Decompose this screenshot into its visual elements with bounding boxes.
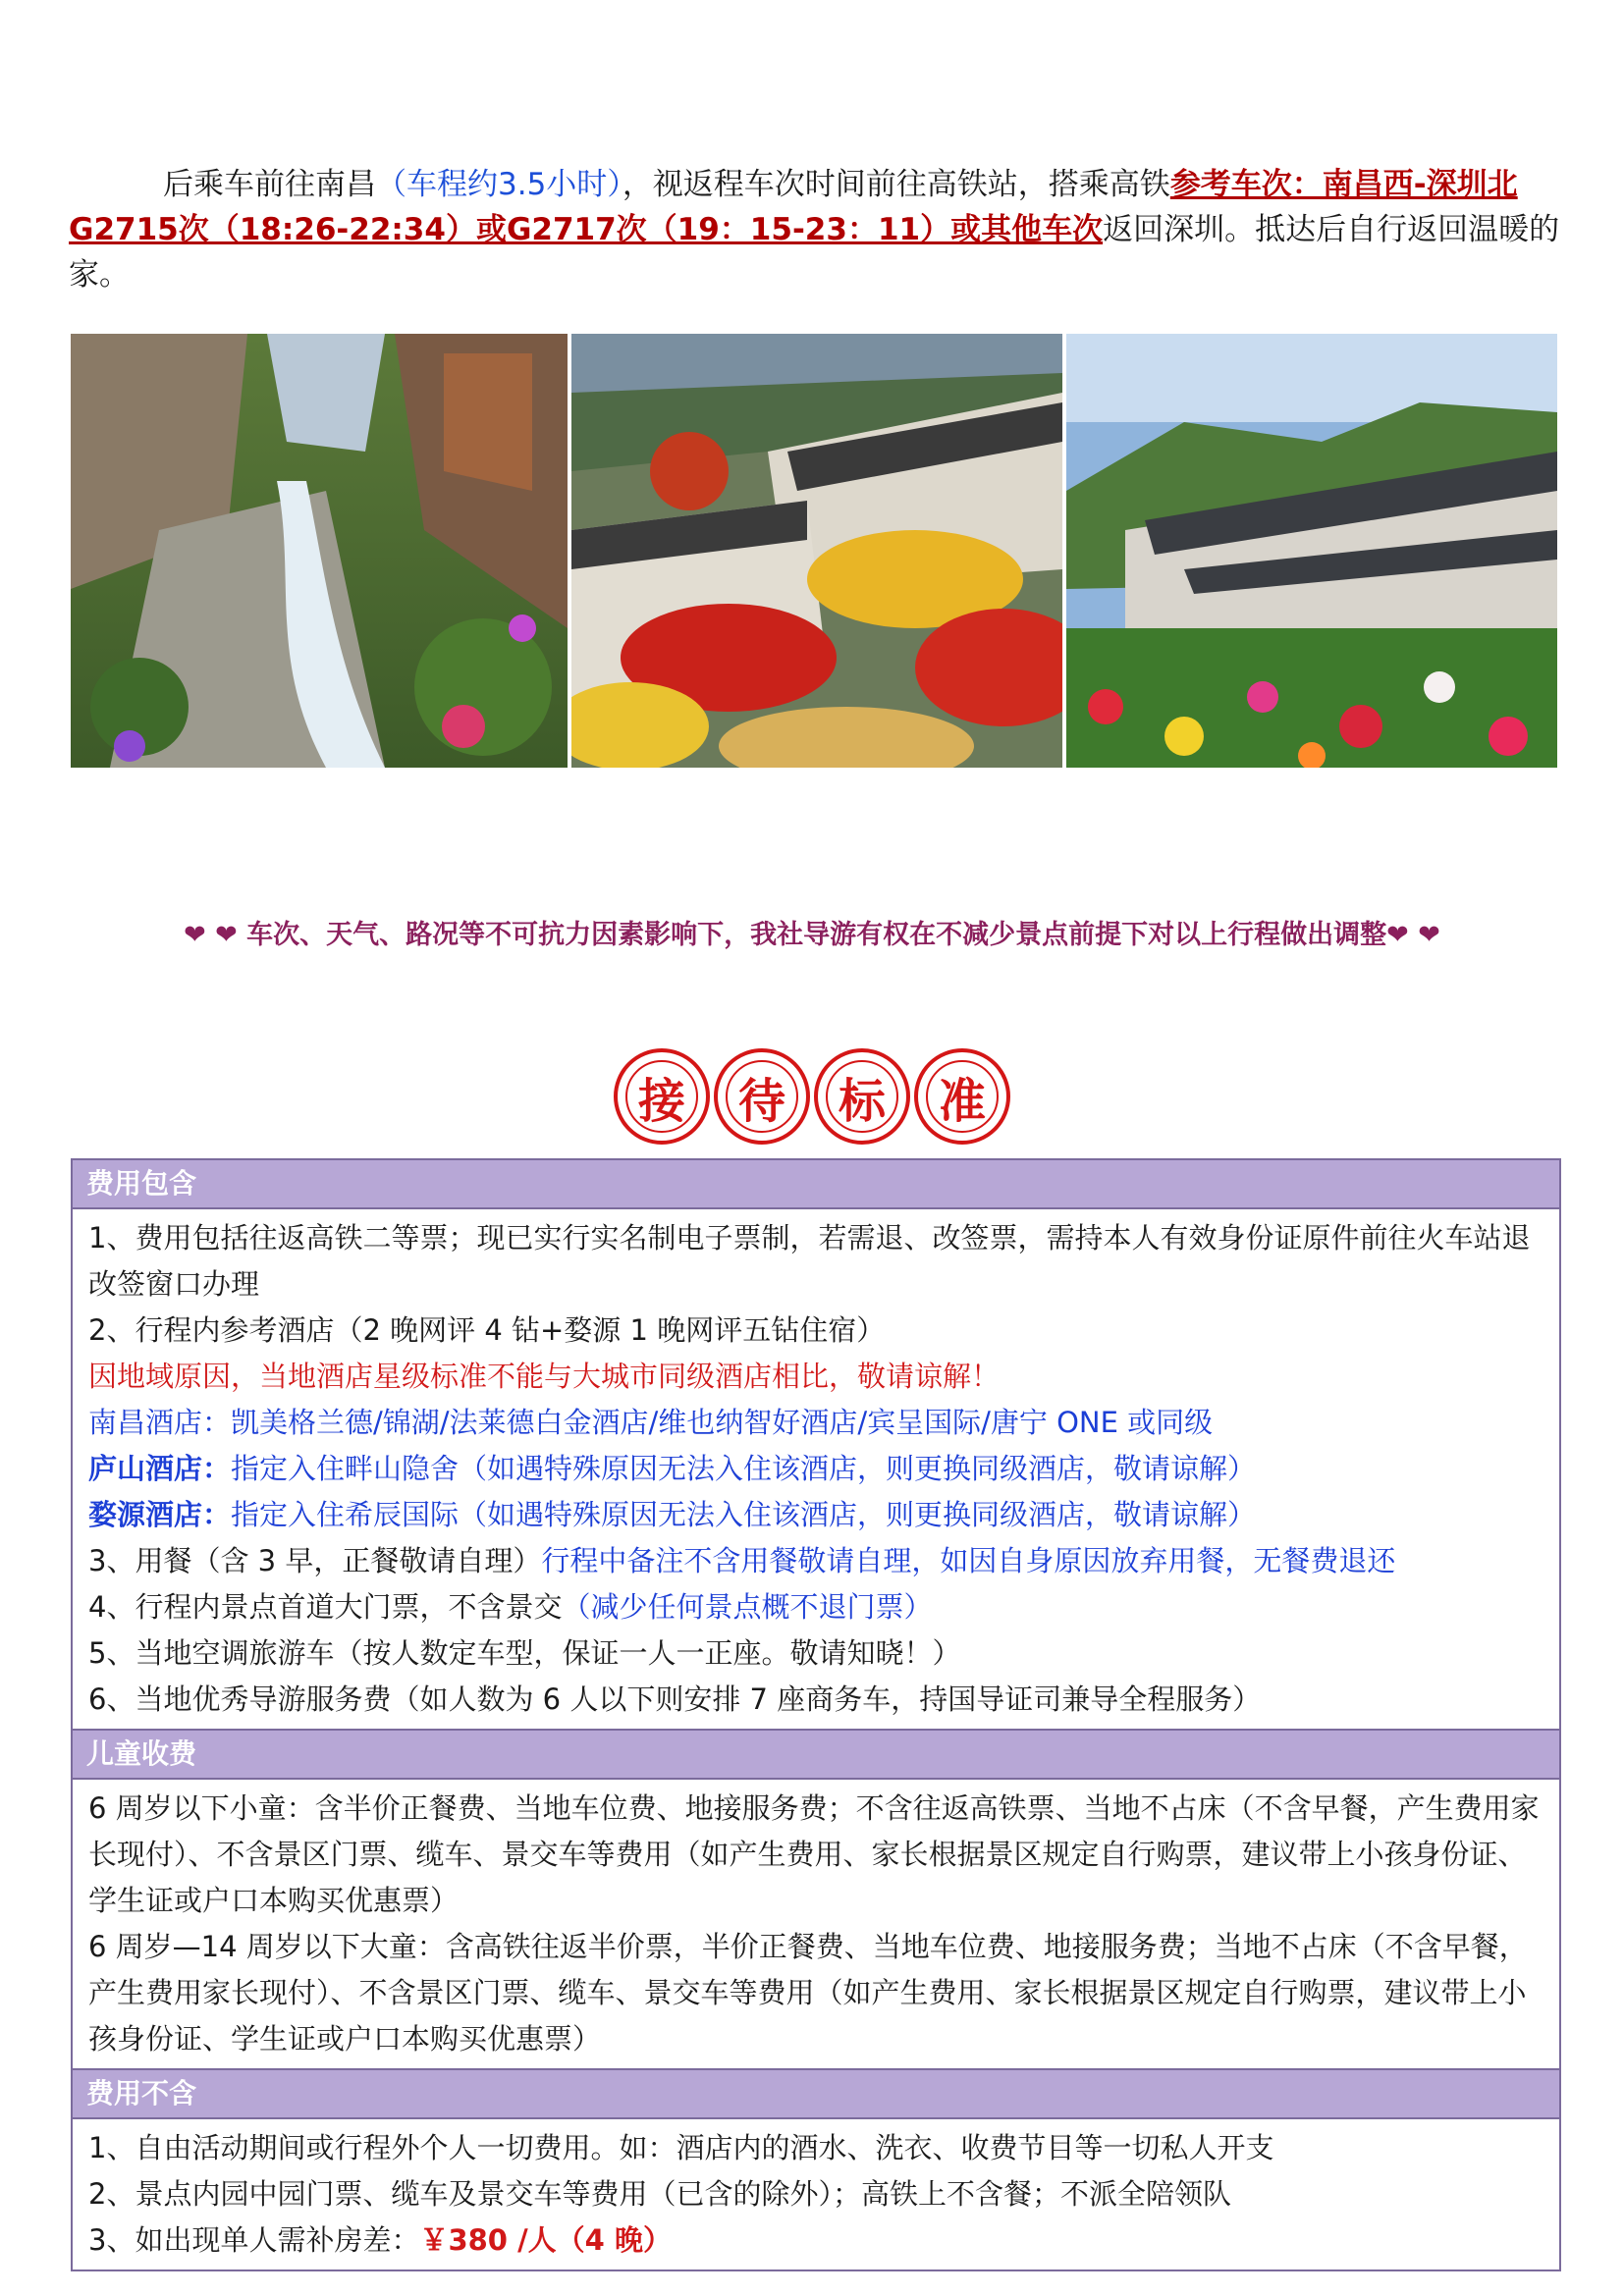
- adjustment-notice: ❤ ❤ 车次、天气、路况等不可抗力因素影响下，我社导游有权在不减少景点前提下对以上行程做出调整❤ ❤: [184, 920, 1440, 950]
- include-line-wuyuan-hotel: 婺源酒店：指定入住希辰国际（如遇特殊原因无法入住该酒店，则更换同级酒店，敬请谅解）: [88, 1498, 1257, 1531]
- exclude-line-single-supplement: 3、如出现单人需补房差：￥380 /人（4 晚）: [88, 2223, 672, 2257]
- include-line-nanchang-hotel: 南昌酒店：凯美格兰德/锦湖/法莱德白金酒店/维也纳智好酒店/宾呈国际/唐宁 ONE 或同级: [88, 1406, 1214, 1439]
- title-char-circle: 待: [714, 1048, 810, 1145]
- include-line-transport: 5、当地空调旅游车（按人数定车型，保证一人一正座。敬请知晓！）: [88, 1636, 961, 1670]
- photo-drying-crops: [571, 334, 1062, 768]
- single-supplement-price: ￥380 /人（4 晚）: [419, 2223, 672, 2257]
- include-line-hotel-note: 因地域原因，当地酒店星级标准不能与大城市同级酒店相比，敬请谅解！: [88, 1360, 1001, 1393]
- section-body-children: [73, 1780, 1559, 2070]
- include-line-meals: 3、用餐（含 3 早，正餐敬请自理）行程中备注不含用餐敬请自理，如因自身原因放弃用餐，无餐费退还: [88, 1544, 1396, 1577]
- include-line-tickets: 1、费用包括往返高铁二等票；现已实行实名制电子票制，若需退、改签票，需持本人有效身份证原件前往火车站退改签窗口办理: [88, 1221, 1531, 1301]
- section-body-include: [73, 1209, 1559, 1731]
- photo-strip: [71, 334, 1557, 768]
- intro-travel-time: （车程约3.5小时）: [376, 167, 623, 202]
- include-line-attractions: 4、行程内景点首道大门票，不含景交（减少任何景点概不退门票）: [88, 1590, 933, 1624]
- include-line-guide: 6、当地优秀导游服务费（如人数为 6 人以下则安排 7 座商务车，持国导证司兼导全程服务）: [88, 1682, 1262, 1716]
- intro-paragraph: [69, 162, 1581, 297]
- title-char-circle: 接: [614, 1048, 710, 1145]
- intro-text-3: 返回深圳。抵达后自行返回温暖的家。: [69, 212, 1560, 293]
- exclude-line-extras: 2、景点内园中园门票、缆车及景交车等费用（已含的除外）；高铁上不含餐；不派全陪领队: [88, 2177, 1231, 2211]
- intro-text-1: 后乘车前往南昌: [163, 167, 376, 202]
- section-header-exclude: 费用不含: [73, 2070, 1559, 2119]
- section-title-reception-standard: [0, 1048, 1624, 1156]
- section-body-exclude: [73, 2119, 1559, 2269]
- photo-hillside-village: [1066, 334, 1557, 768]
- reception-standard-table: [71, 1158, 1561, 2271]
- intro-text-2: ，视返程车次时间前往高铁站，搭乘高铁: [622, 167, 1170, 202]
- title-char-circle: 标: [814, 1048, 910, 1145]
- intro-train-reference: 参考车次：南昌西-深圳北G2715次（18:26-22:34）或G2717次（19：15-23：11）或其他车次: [69, 167, 1518, 247]
- exclude-line-personal: 1、自由活动期间或行程外个人一切费用。如：酒店内的酒水、洗衣、收费节目等一切私人开支: [88, 2131, 1274, 2164]
- include-line-lushan-hotel: 庐山酒店：指定入住畔山隐舍（如遇特殊原因无法入住该酒店，则更换同级酒店，敬请谅解）: [88, 1452, 1257, 1485]
- section-header-children: 儿童收费: [73, 1731, 1559, 1780]
- section-header-include: 费用包含: [73, 1160, 1559, 1209]
- photo-stream-village: [71, 334, 568, 768]
- include-line-hotels: 2、行程内参考酒店（2 晚网评 4 钻+婺源 1 晚网评五钻住宿）: [88, 1313, 886, 1347]
- children-line-under6: 6 周岁以下小童：含半价正餐费、当地车位费、地接服务费；不含往返高铁票、当地不占床（不含早餐，产生费用家长现付）、不含景区门票、缆车、景交车等费用（如产生费用、家长根据景区规定自行购票，建议带上小孩身份证、学生证或户口本购买优惠票）: [88, 1791, 1540, 1917]
- children-line-6to14: 6 周岁—14 周岁以下大童：含高铁往返半价票，半价正餐费、当地车位费、地接服务费；当地不占床（不含早餐，产生费用家长现付）、不含景区门票、缆车、景交车等费用（如产生费用、家长根据景区规定自行购票，建议带上小孩身份证、学生证或户口本购买优惠票）: [88, 1930, 1528, 2056]
- title-char-circle: 准: [914, 1048, 1010, 1145]
